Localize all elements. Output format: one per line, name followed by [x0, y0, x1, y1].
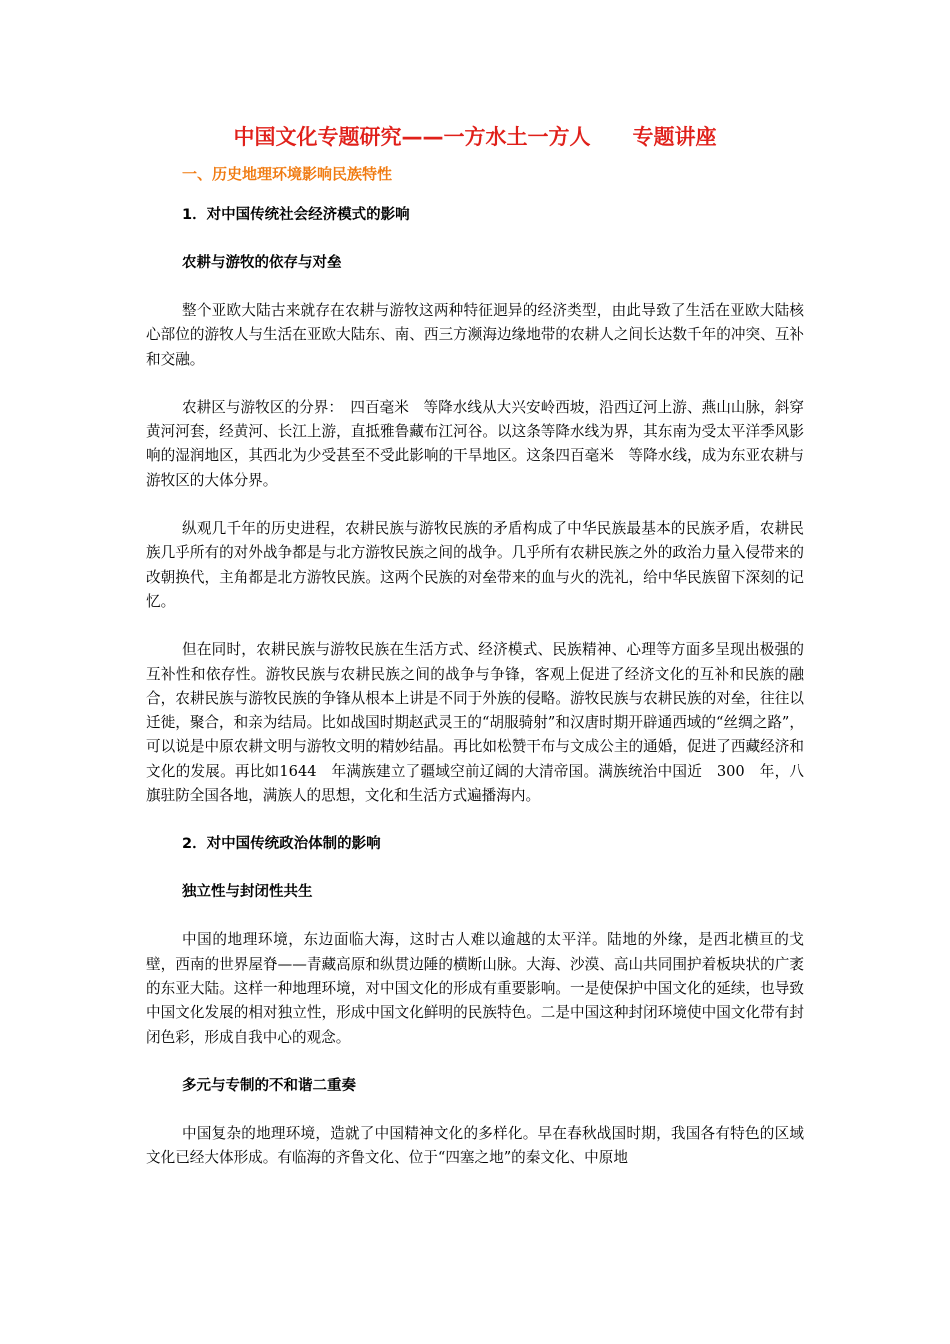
- paragraph-4: 但在同时，农耕民族与游牧民族在生活方式、经济模式、民族精神、心理等方面多呈现出极强的互补性和依存性。游牧民族与农耕民族之间的战争与争锋，客观上促进了经济文化的互补和民族的融合，农耕民族与游牧民族的争锋从根本上讲是不同于外族的侵略。游牧民族与农耕民族的对垒，往往以迁徙，聚合，和亲为结局。比如战国时期赵武灵王的“胡服骑射”和汉唐时期开辟通西域的“丝绸之路”，可以说是中原农耕文明与游牧文明的精妙结晶。再比如松赞干布与文成公主的通婚，促进了西藏经济和文化的发展。再比如1644 年满族建立了疆域空前辽阔的大清帝国。满族统治中国近 300 年，八旗驻防全国各地，满族人的思想，文化和生活方式遍播海内。: [146, 641, 804, 805]
- document-title: 中国文化专题研究——一方水土一方人 专题讲座: [233, 125, 717, 149]
- paragraph-3: 纵观几千年的历史进程，农耕民族与游牧民族的矛盾构成了中华民族最基本的民族矛盾，农耕民族几乎所有的对外战争都是与北方游牧民族之间的战争。几乎所有农耕民族之外的政治力量入侵带来的改朝换代，主角都是北方游牧民族。这两个民族的对垒带来的血与火的洗礼，给中华民族留下深刻的记忆。: [146, 520, 804, 610]
- paragraph-5: 中国的地理环境，东边面临大海，这时古人难以逾越的太平洋。陆地的外缘，是西北横亘的戈壁，西南的世界屋脊——青藏高原和纵贯边陲的横断山脉。大海、沙漠、高山共同围护着板块状的广袤的东亚大陆。这样一种地理环境，对中国文化的形成有重要影响。一是使保护中国文化的延续，也导致中国文化发展的相对独立性，形成中国文化鲜明的民族特色。二是中国这种封闭环境使中国文化带有封闭色彩，形成自我中心的观念。: [146, 931, 804, 1046]
- subheading-2: 独立性与封闭性共生: [182, 884, 313, 901]
- paragraph-2: 农耕区与游牧区的分界： 四百毫米 等降水线从大兴安岭西坡，沿西辽河上游、燕山山脉，斜穿黄河河套，经黄河、长江上游，直抵雅鲁藏布江河谷。以这条等降水线为界，其东南为受太平洋季风影响的湿润地区，其西北为少受甚至不受此影响的干旱地区。这条四百毫米 等降水线，成为东亚农耕与游牧区的大体分界。: [146, 398, 804, 489]
- document-body: [146, 203, 804, 1170]
- heading-2: 2．对中国传统政治体制的影响: [182, 836, 381, 853]
- paragraph-1: 整个亚欧大陆古来就存在农耕与游牧这两种特征迥异的经济类型，由此导致了生活在亚欧大陆核心部位的游牧人与生活在亚欧大陆东、南、西三方濒海边缘地带的农耕人之间长达数千年的冲突、互补和交融。: [146, 302, 804, 368]
- heading-1: 1．对中国传统社会经济模式的影响: [182, 207, 410, 223]
- subheading-1: 农耕与游牧的依存与对垒: [182, 255, 342, 271]
- subheading-3: 多元与专制的不和谐二重奏: [182, 1077, 356, 1094]
- paragraph-6: 中国复杂的地理环境，造就了中国精神文化的多样化。早在春秋战国时期，我国各有特色的区域文化已经大体形成。有临海的齐鲁文化、位于“四塞之地”的秦文化、中原地: [146, 1124, 804, 1167]
- section-heading: 一、历史地理环境影响民族特性: [182, 165, 393, 183]
